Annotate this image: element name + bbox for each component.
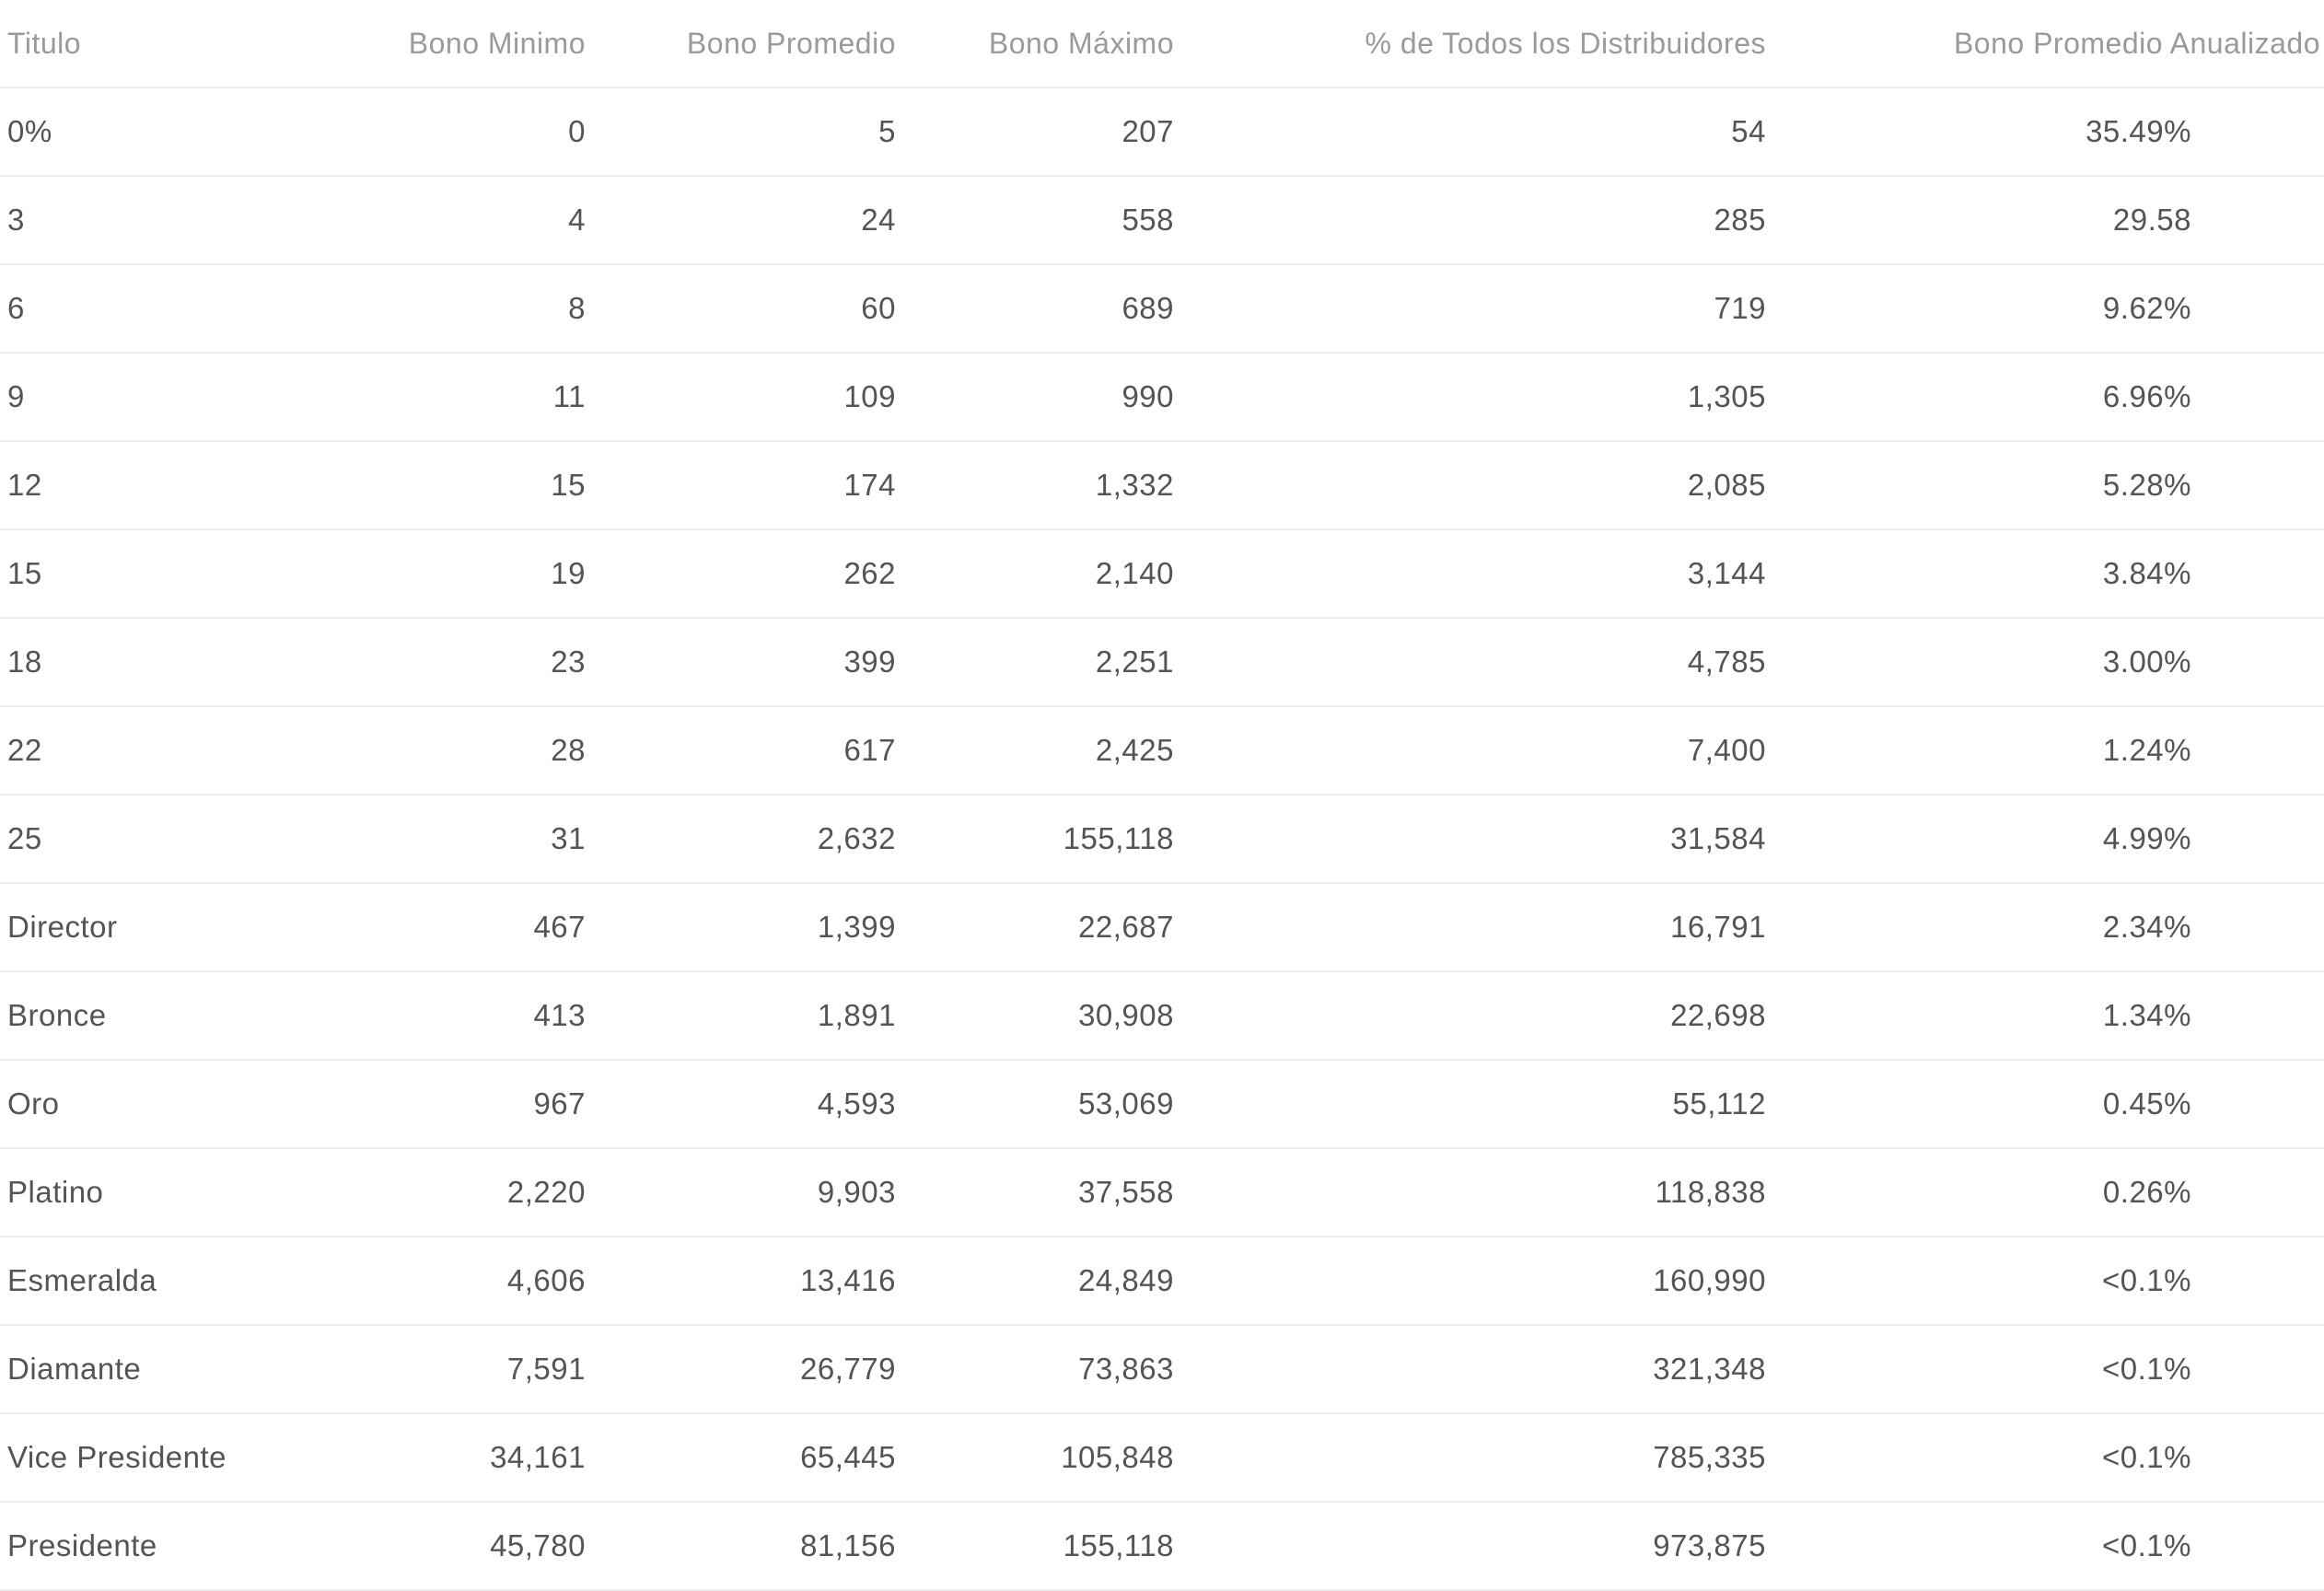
cell-porcentaje-distribuidores: 4,785 xyxy=(1687,645,1766,679)
cell-porcentaje-distribuidores: 785,335 xyxy=(1653,1440,1766,1474)
cell-bono-minimo: 2,220 xyxy=(506,1175,586,1209)
cell-bono-promedio: 2,632 xyxy=(817,821,896,855)
cell-bono-maximo: 53,069 xyxy=(1078,1086,1174,1121)
cell-titulo: Oro xyxy=(7,1086,60,1121)
cell-bono-promedio: 1,891 xyxy=(817,998,896,1032)
cell-titulo: Esmeralda xyxy=(7,1263,157,1297)
cell-titulo: 0% xyxy=(7,114,52,148)
table-row xyxy=(0,884,2324,972)
cell-bono-minimo: 413 xyxy=(533,998,586,1032)
cell-porcentaje-distribuidores: 16,791 xyxy=(1670,910,1766,944)
cell-bono-promedio: 60 xyxy=(861,291,896,325)
cell-bono-promedio-anualizado: <0.1% xyxy=(2102,1440,2191,1474)
cell-titulo: 15 xyxy=(7,556,42,590)
cell-porcentaje-distribuidores: 55,112 xyxy=(1672,1086,1766,1121)
cell-bono-promedio-anualizado: 0.26% xyxy=(2102,1175,2191,1209)
header-bono-promedio-anualizado: Bono Promedio Anualizado xyxy=(1953,27,2320,60)
cell-bono-promedio-anualizado: 29.58 xyxy=(2112,203,2191,237)
cell-bono-minimo: 11 xyxy=(552,379,586,413)
cell-bono-promedio-anualizado: 0.45% xyxy=(2102,1086,2191,1121)
cell-titulo: Director xyxy=(7,910,118,944)
cell-bono-promedio: 1,399 xyxy=(817,910,896,944)
cell-porcentaje-distribuidores: 719 xyxy=(1714,291,1766,325)
cell-bono-promedio-anualizado: 3.00% xyxy=(2102,645,2191,679)
cell-bono-promedio: 5 xyxy=(878,114,896,148)
table-row xyxy=(0,177,2324,265)
cell-bono-maximo: 558 xyxy=(1121,203,1174,237)
cell-bono-maximo: 2,425 xyxy=(1095,733,1174,767)
cell-bono-promedio-anualizado: <0.1% xyxy=(2102,1528,2191,1562)
cell-bono-promedio: 65,445 xyxy=(800,1440,896,1474)
cell-porcentaje-distribuidores: 160,990 xyxy=(1653,1263,1766,1297)
cell-bono-maximo: 155,118 xyxy=(1063,1528,1174,1562)
cell-bono-maximo: 1,332 xyxy=(1095,468,1174,502)
cell-bono-promedio: 13,416 xyxy=(800,1263,896,1297)
cell-bono-promedio: 262 xyxy=(843,556,896,590)
table-row xyxy=(0,354,2324,442)
cell-porcentaje-distribuidores: 285 xyxy=(1714,203,1766,237)
cell-bono-minimo: 8 xyxy=(568,291,586,325)
cell-bono-maximo: 24,849 xyxy=(1078,1263,1174,1297)
cell-porcentaje-distribuidores: 118,838 xyxy=(1655,1175,1766,1209)
cell-titulo: 9 xyxy=(7,379,25,413)
cell-bono-promedio-anualizado: 4.99% xyxy=(2102,821,2191,855)
cell-bono-maximo: 73,863 xyxy=(1078,1352,1174,1386)
cell-bono-promedio: 24 xyxy=(861,203,896,237)
cell-bono-maximo: 2,140 xyxy=(1095,556,1174,590)
header-porcentaje-distribuidores: % de Todos los Distribuidores xyxy=(1365,27,1766,60)
cell-porcentaje-distribuidores: 31,584 xyxy=(1670,821,1766,855)
table-row xyxy=(0,265,2324,354)
cell-bono-promedio: 81,156 xyxy=(800,1528,896,1562)
cell-bono-maximo: 105,848 xyxy=(1061,1440,1174,1474)
table-row xyxy=(0,796,2324,884)
cell-porcentaje-distribuidores: 22,698 xyxy=(1670,998,1766,1032)
cell-porcentaje-distribuidores: 2,085 xyxy=(1687,468,1766,502)
cell-bono-promedio: 26,779 xyxy=(800,1352,896,1386)
cell-porcentaje-distribuidores: 1,305 xyxy=(1687,379,1766,413)
cell-bono-promedio-anualizado: <0.1% xyxy=(2102,1352,2191,1386)
cell-bono-promedio-anualizado: 3.84% xyxy=(2102,556,2191,590)
table-row xyxy=(0,707,2324,796)
table-row xyxy=(0,619,2324,707)
cell-bono-maximo: 37,558 xyxy=(1078,1175,1174,1209)
cell-bono-minimo: 0 xyxy=(568,114,586,148)
cell-bono-maximo: 689 xyxy=(1121,291,1174,325)
cell-bono-minimo: 45,780 xyxy=(490,1528,586,1562)
cell-bono-promedio-anualizado: 35.49% xyxy=(2086,114,2191,148)
cell-porcentaje-distribuidores: 973,875 xyxy=(1653,1528,1766,1562)
cell-bono-minimo: 7,591 xyxy=(506,1352,586,1386)
cell-bono-promedio: 617 xyxy=(843,733,896,767)
cell-titulo: 25 xyxy=(7,821,42,855)
cell-titulo: 6 xyxy=(7,291,25,325)
cell-porcentaje-distribuidores: 321,348 xyxy=(1653,1352,1766,1386)
cell-bono-minimo: 4 xyxy=(568,203,586,237)
table-row xyxy=(0,1237,2324,1326)
table-row xyxy=(0,1149,2324,1237)
table-row xyxy=(0,1414,2324,1503)
cell-bono-maximo: 22,687 xyxy=(1078,910,1174,944)
cell-titulo: 18 xyxy=(7,645,42,679)
cell-bono-promedio-anualizado: 5.28% xyxy=(2102,468,2191,502)
cell-titulo: 12 xyxy=(7,468,42,502)
table-header-row xyxy=(0,0,2324,88)
cell-bono-promedio: 399 xyxy=(843,645,896,679)
cell-bono-minimo: 28 xyxy=(551,733,586,767)
cell-titulo: Vice Presidente xyxy=(7,1440,227,1474)
cell-bono-promedio: 9,903 xyxy=(817,1175,896,1209)
table-row xyxy=(0,530,2324,619)
table-row xyxy=(0,88,2324,177)
cell-bono-promedio: 109 xyxy=(843,379,896,413)
cell-bono-minimo: 19 xyxy=(551,556,586,590)
cell-bono-minimo: 23 xyxy=(551,645,586,679)
table-row xyxy=(0,972,2324,1061)
cell-porcentaje-distribuidores: 3,144 xyxy=(1687,556,1766,590)
header-bono-minimo: Bono Minimo xyxy=(408,27,586,60)
cell-porcentaje-distribuidores: 7,400 xyxy=(1687,733,1766,767)
cell-titulo: Presidente xyxy=(7,1528,157,1562)
table-row xyxy=(0,1326,2324,1414)
cell-bono-promedio-anualizado: 6.96% xyxy=(2102,379,2191,413)
table-row xyxy=(0,1503,2324,1591)
cell-bono-minimo: 967 xyxy=(533,1086,586,1121)
cell-titulo: 3 xyxy=(7,203,25,237)
cell-bono-maximo: 30,908 xyxy=(1078,998,1174,1032)
cell-bono-promedio-anualizado: 1.34% xyxy=(2102,998,2191,1032)
cell-bono-maximo: 207 xyxy=(1121,114,1174,148)
cell-titulo: 22 xyxy=(7,733,42,767)
cell-bono-minimo: 4,606 xyxy=(506,1263,586,1297)
cell-bono-promedio-anualizado: 2.34% xyxy=(2102,910,2191,944)
header-titulo: Titulo xyxy=(7,27,82,60)
cell-porcentaje-distribuidores: 54 xyxy=(1731,114,1766,148)
table-row xyxy=(0,1061,2324,1149)
cell-bono-promedio: 4,593 xyxy=(817,1086,896,1121)
cell-bono-maximo: 990 xyxy=(1121,379,1174,413)
header-bono-promedio: Bono Promedio xyxy=(686,27,896,60)
header-bono-maximo: Bono Máximo xyxy=(988,27,1174,60)
table-row xyxy=(0,442,2324,530)
cell-titulo: Diamante xyxy=(7,1352,142,1386)
cell-bono-promedio-anualizado: <0.1% xyxy=(2102,1263,2191,1297)
cell-bono-minimo: 34,161 xyxy=(490,1440,586,1474)
cell-bono-maximo: 2,251 xyxy=(1095,645,1174,679)
cell-bono-maximo: 155,118 xyxy=(1063,821,1174,855)
cell-bono-promedio: 174 xyxy=(843,468,896,502)
cell-bono-minimo: 15 xyxy=(551,468,586,502)
cell-bono-promedio-anualizado: 1.24% xyxy=(2102,733,2191,767)
cell-bono-minimo: 31 xyxy=(551,821,586,855)
cell-titulo: Bronce xyxy=(7,998,107,1032)
cell-bono-promedio-anualizado: 9.62% xyxy=(2102,291,2191,325)
cell-bono-minimo: 467 xyxy=(533,910,586,944)
cell-titulo: Platino xyxy=(7,1175,104,1209)
